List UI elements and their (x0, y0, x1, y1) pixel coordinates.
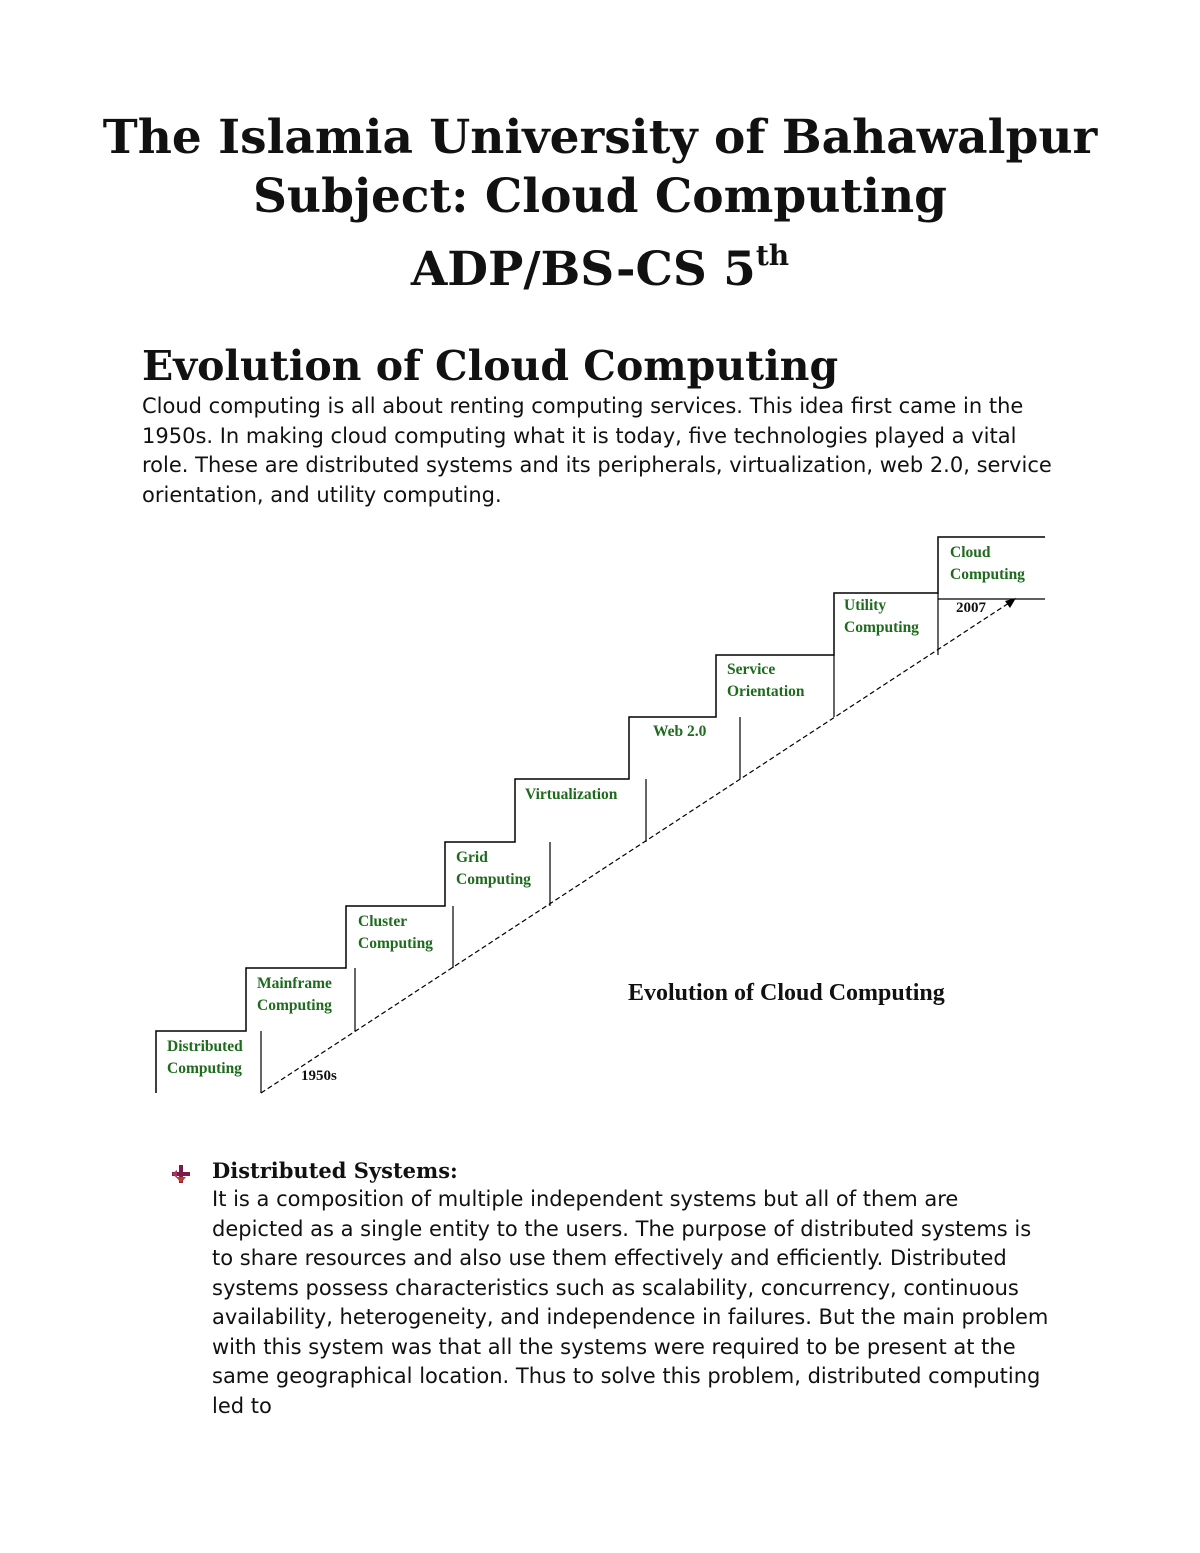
step-service-orientation: Service Orientation (727, 661, 805, 700)
university-title: The Islamia University of Bahawalpur (102, 110, 1098, 165)
intro-paragraph: Cloud computing is all about renting computing services. This idea first came in the 1950s. In making cloud computing what it is today, five technologies played a vital role. These are distributed systems and its peripherals, virtualization, web 2.0, service orientation, and utility computing. (142, 394, 1052, 507)
end-year-label: 2007 (956, 600, 986, 616)
program-title (0, 226, 1200, 299)
section-heading: Evolution of Cloud Computing (142, 342, 839, 390)
title-block (0, 108, 1200, 299)
evolution-staircase-diagram (150, 530, 1050, 1100)
step-mainframe-computing: Mainframe Computing (257, 975, 332, 1014)
subject-title: Subject: Cloud Computing (252, 169, 948, 224)
step-cluster-computing: Cluster Computing (358, 913, 433, 952)
step-web-2-0: Web 2.0 (653, 723, 707, 740)
bullet-heading: Distributed Systems: (212, 1158, 458, 1183)
program-superscript: th (755, 239, 790, 272)
diagram-caption: Evolution of Cloud Computing (628, 980, 945, 1006)
step-virtualization: Virtualization (525, 786, 618, 803)
arrow-bullet-icon (170, 1164, 194, 1184)
step-cloud-computing: Cloud Computing (950, 544, 1025, 583)
bullet-body: It is a composition of multiple independent systems but all of them are depicted as a single entity to the users. The purpose of distributed systems is to share resources and also use them effectively and efficiently. Distributed systems possess characteristics such as scalability, concurrency, continuous availability, heterogeneity, and independence in failures. But the main problem with this system was that all the systems were required to be present at the same geographical location. Thus to solve this problem, distributed computing led to (212, 1187, 1049, 1418)
step-utility-computing: Utility Computing (844, 597, 919, 636)
trend-arrow-line (261, 601, 1012, 1093)
program-text: ADP/BS-CS 5 (410, 242, 756, 297)
step-distributed-computing: Distributed Computing (167, 1038, 243, 1077)
step-grid-computing: Grid Computing (456, 849, 531, 888)
start-year-label: 1950s (301, 1068, 337, 1084)
